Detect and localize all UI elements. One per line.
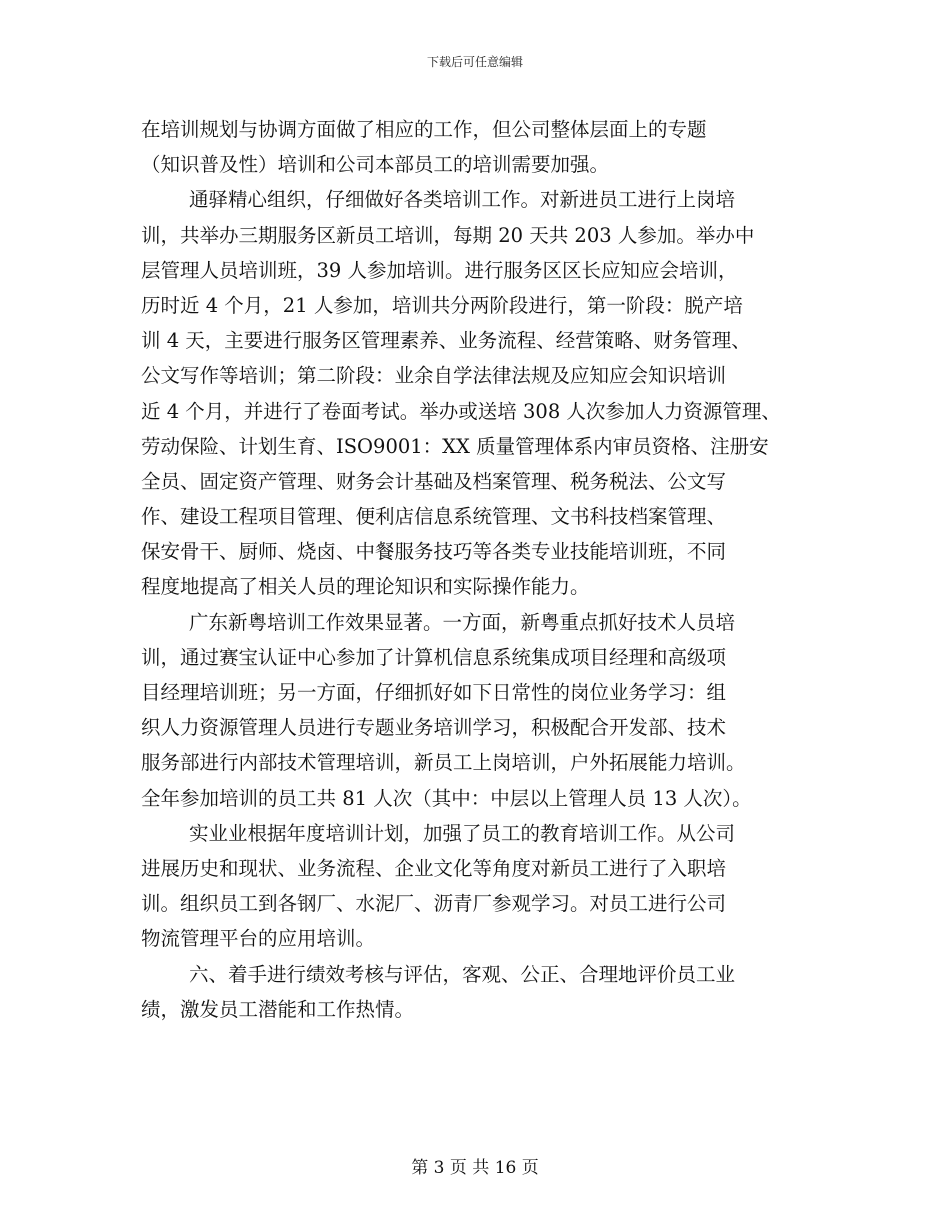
page-header: 下载后可任意编辑 <box>426 55 523 69</box>
text-line: 作、建设工程项目管理、便利店信息系统管理、文书科技档案管理、 <box>141 505 727 529</box>
text-line: 进展历史和现状、业务流程、企业文化等角度对新员工进行了入职培 <box>141 856 727 880</box>
text-line: 绩，激发员工潜能和工作热情。 <box>141 997 415 1021</box>
page-footer: 第 3 页 共 16 页 <box>411 1158 539 1178</box>
text-line: 层管理人员培训班，39 人参加培训。进行服务区区长应知应会培训， <box>141 258 738 282</box>
text-line: 在培训规划与协调方面做了相应的工作，但公司整体层面上的专题 <box>141 118 707 141</box>
text-line: 目经理培训班；另一方面，仔细抓好如下日常性的岗位业务学习：组 <box>141 681 727 704</box>
text-line: 全年参加培训的员工共 81 人次（其中：中层以上管理人员 13 人次）。 <box>141 786 752 810</box>
paragraph-start-line: 广东新粤培训工作效果显著。一方面，新粤重点抓好技术人员培 <box>189 610 736 634</box>
text-line: 劳动保险、计划生育、ISO9001：XX 质量管理体系内审员资格、注册安 <box>141 434 769 458</box>
text-line: 保安骨干、厨师、烧卤、中餐服务技巧等各类专业技能培训班，不同 <box>141 540 727 564</box>
paragraph-start-line: 六、着手进行绩效考核与评估，客观、公正、合理地评价员工业 <box>189 962 736 986</box>
text-line: 训，通过赛宝认证中心参加了计算机信息系统集成项目经理和高级项 <box>141 645 727 669</box>
text-line: 训。组织员工到各钢厂、水泥厂、沥青厂参观学习。对员工进行公司 <box>141 892 727 916</box>
text-line: 程度地提高了相关人员的理论知识和实际操作能力。 <box>141 575 590 599</box>
text-line: 训 4 天，主要进行服务区管理素养、业务流程、经营策略、财务管理、 <box>141 329 751 353</box>
text-line: 公文写作等培训；第二阶段：业余自学法律法规及应知应会知识培训 <box>141 364 727 388</box>
text-line: 织人力资源管理人员进行专题业务培训学习，积极配合开发部、技术 <box>141 716 727 740</box>
text-line: 全员、固定资产管理、财务会计基础及档案管理、税务税法、公文写 <box>141 469 727 493</box>
paragraph-start-line: 实业业根据年度培训计划，加强了员工的教育培训工作。从公司 <box>189 821 736 845</box>
text-line: 历时近 4 个月，21 人参加，培训共分两阶段进行，第一阶段：脱产培 <box>141 293 743 317</box>
document-body <box>141 112 831 1027</box>
text-line: 物流管理平台的应用培训。 <box>141 927 376 951</box>
text-line: 训，共举办三期服务区新员工培训，每期 20 天共 203 人参加。举办中 <box>141 223 755 247</box>
text-line: （知识普及性）培训和公司本部员工的培训需要加强。 <box>141 153 610 177</box>
text-line: 近 4 个月，并进行了卷面考试。举办或送培 308 人次参加人力资源管理、 <box>141 399 781 423</box>
paragraph-start-line: 通驿精心组织，仔细做好各类培训工作。对新进员工进行上岗培 <box>189 188 736 212</box>
text-line: 服务部进行内部技术管理培训，新员工上岗培训，户外拓展能力培训。 <box>141 751 746 775</box>
